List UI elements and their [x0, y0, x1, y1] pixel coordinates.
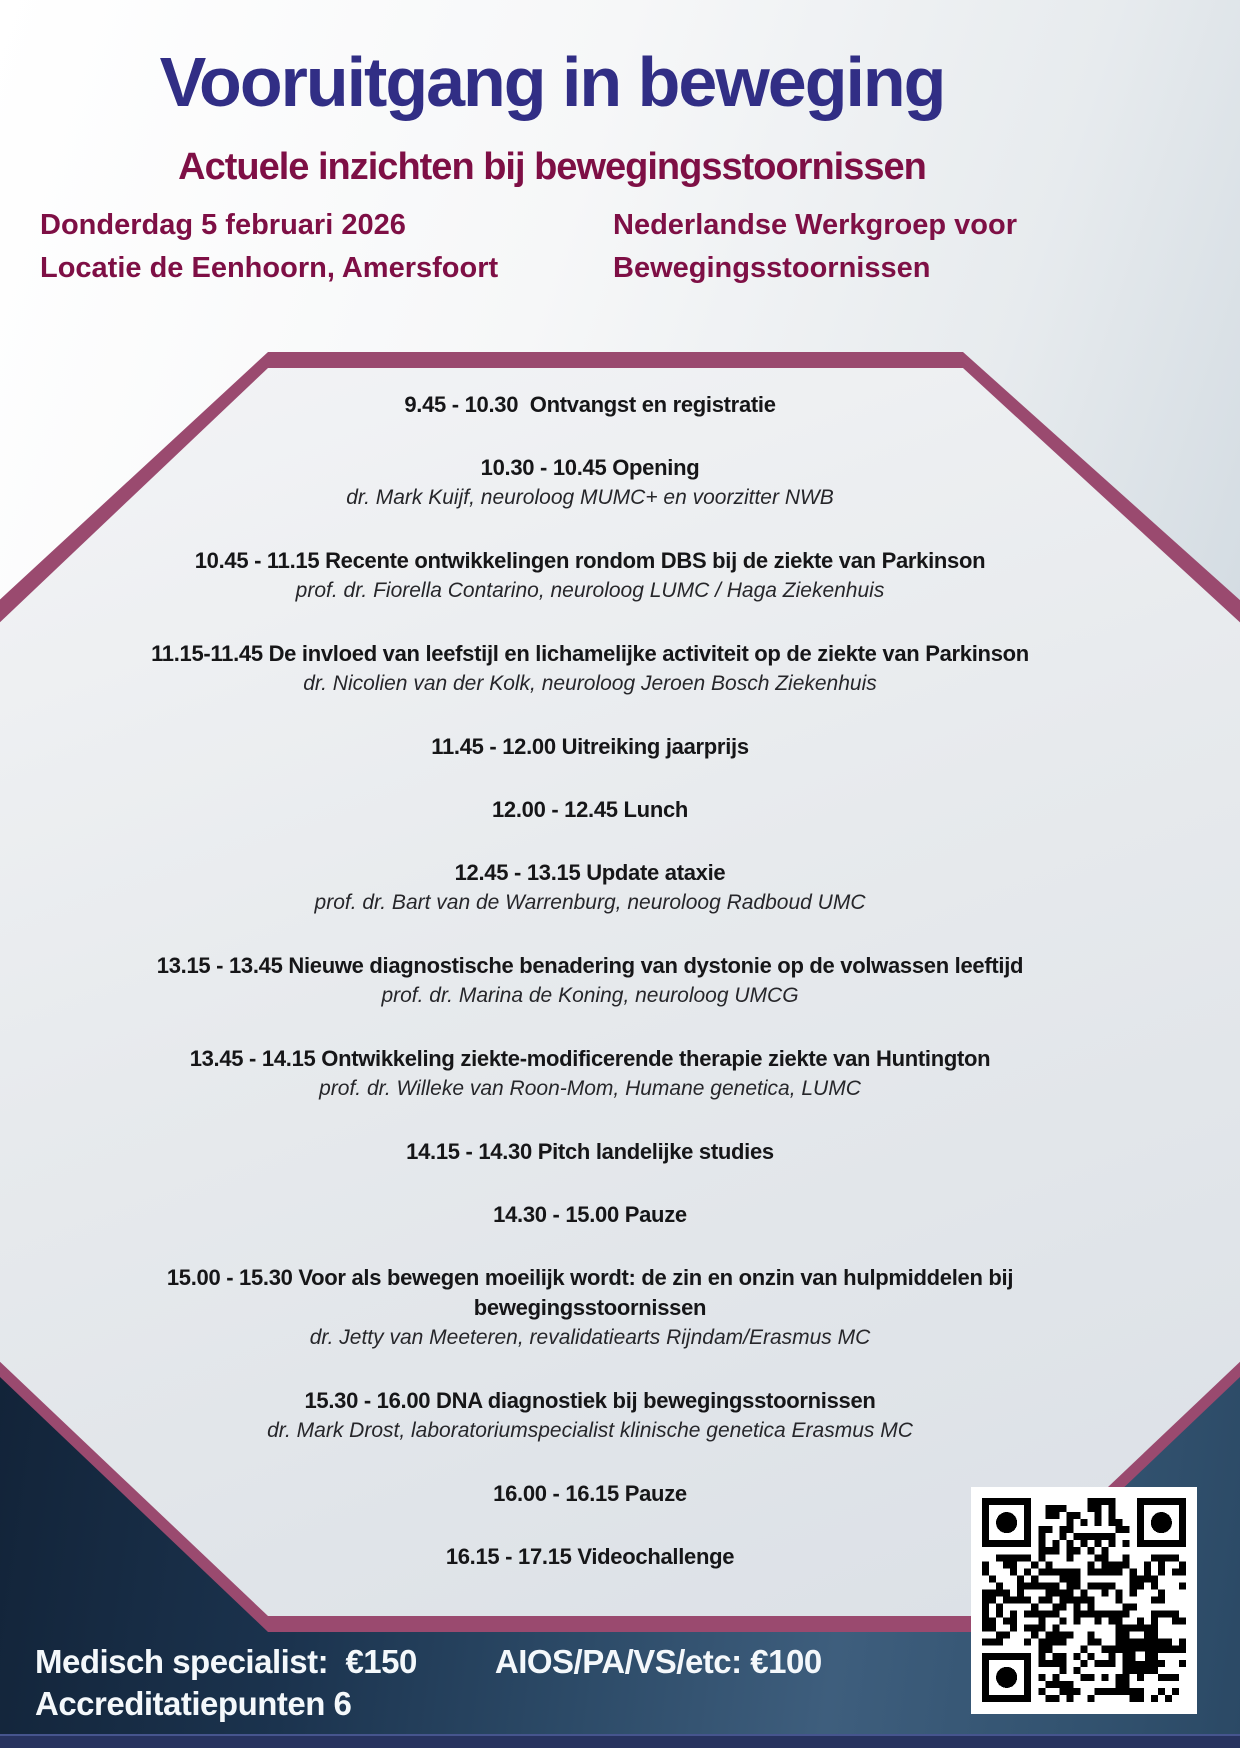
program-schedule — [5, 390, 1175, 1572]
fee-aios: AIOS/PA/VS/etc: €100 — [494, 1643, 822, 1680]
registration-qr-code — [971, 1487, 1197, 1714]
session-title: 12.45 - 13.15 Update ataxie — [454, 860, 726, 885]
session-title: 13.15 - 13.45 Nieuwe diagnostische benadering van dystonie op de volwassen leeftijd — [156, 953, 1024, 978]
session-speaker: prof. dr. Fiorella Contarino, neuroloog LUMC / Haga Ziekenhuis — [295, 579, 885, 602]
session-lunch — [5, 795, 1175, 825]
session-title: 13.45 - 14.15 Ontwikkeling ziekte-modificerende therapie ziekte van Huntington — [189, 1046, 991, 1071]
qr-code-image — [982, 1498, 1186, 1702]
poster-subtitle: Actuele inzichten bij bewegingsstoornissen — [178, 146, 926, 188]
accreditation-points: Accreditatiepunten 6 — [35, 1685, 352, 1722]
fee-specialist: Medisch specialist: €150 — [35, 1643, 417, 1680]
bottom-edge-strip — [0, 1734, 1240, 1748]
session-dna-diagnostiek — [5, 1386, 1175, 1446]
event-date: Donderdag 5 februari 2026 — [40, 209, 406, 241]
session-jaarprijs — [5, 732, 1175, 762]
session-title: 11.15-11.45 De invloed van leefstijl en lichamelijke activiteit op de ziekte van Parkinson — [151, 641, 1029, 666]
organization-line1: Nederlandse Werkgroep voor — [613, 209, 1017, 241]
session-dystonie — [5, 951, 1175, 1011]
session-pitch-studies — [5, 1137, 1175, 1167]
session-registration — [5, 390, 1175, 420]
session-speaker: dr. Mark Drost, laboratoriumspecialist klinische genetica Erasmus MC — [267, 1419, 913, 1442]
session-opening — [5, 453, 1175, 513]
organization-name — [613, 204, 1017, 290]
session-title: 15.00 - 15.30 Voor als bewegen moeilijk wordt: de zin en onzin van hulpmiddelen bij bewegingsstoornissen — [166, 1265, 1014, 1320]
organization-line2: Bewegingsstoornissen — [613, 252, 931, 284]
session-title: 10.45 - 11.15 Recente ontwikkelingen rondom DBS bij de ziekte van Parkinson — [194, 548, 986, 573]
session-speaker: dr. Mark Kuijf, neuroloog MUMC+ en voorzitter NWB — [346, 486, 834, 509]
session-title: 9.45 - 10.30 Ontvangst en registratie — [404, 392, 776, 417]
session-title: 11.45 - 12.00 Uitreiking jaarprijs — [431, 734, 749, 759]
session-title: 12.00 - 12.45 Lunch — [491, 797, 689, 822]
session-title: 10.30 - 10.45 Opening — [480, 455, 700, 480]
session-speaker: dr. Nicolien van der Kolk, neuroloog Jeroen Bosch Ziekenhuis — [303, 672, 877, 695]
session-title: 14.30 - 15.00 Pauze — [493, 1202, 687, 1227]
event-date-location — [40, 204, 498, 290]
session-title: 14.15 - 14.30 Pitch landelijke studies — [406, 1139, 774, 1164]
session-title: 15.30 - 16.00 DNA diagnostiek bij bewegingsstoornissen — [304, 1388, 876, 1413]
session-pauze-1 — [5, 1200, 1175, 1230]
session-dbs-parkinson — [5, 546, 1175, 606]
session-title: 16.15 - 17.15 Videochallenge — [445, 1544, 735, 1569]
session-speaker: prof. dr. Bart van de Warrenburg, neuroloog Radboud UMC — [314, 891, 866, 914]
session-speaker: prof. dr. Marina de Koning, neuroloog UMCG — [381, 984, 799, 1007]
session-title: 16.00 - 16.15 Pauze — [493, 1481, 687, 1506]
session-huntington — [5, 1044, 1175, 1104]
event-location: Locatie de Eenhoorn, Amersfoort — [40, 252, 499, 284]
session-hulpmiddelen — [5, 1263, 1175, 1353]
session-ataxie — [5, 858, 1175, 918]
session-speaker: dr. Jetty van Meeteren, revalidatiearts Rijndam/Erasmus MC — [309, 1326, 871, 1349]
session-leefstijl-parkinson — [5, 639, 1175, 699]
session-speaker: prof. dr. Willeke van Roon-Mom, Humane genetica, LUMC — [319, 1077, 861, 1100]
poster-title: Vooruitgang in beweging — [159, 43, 945, 121]
